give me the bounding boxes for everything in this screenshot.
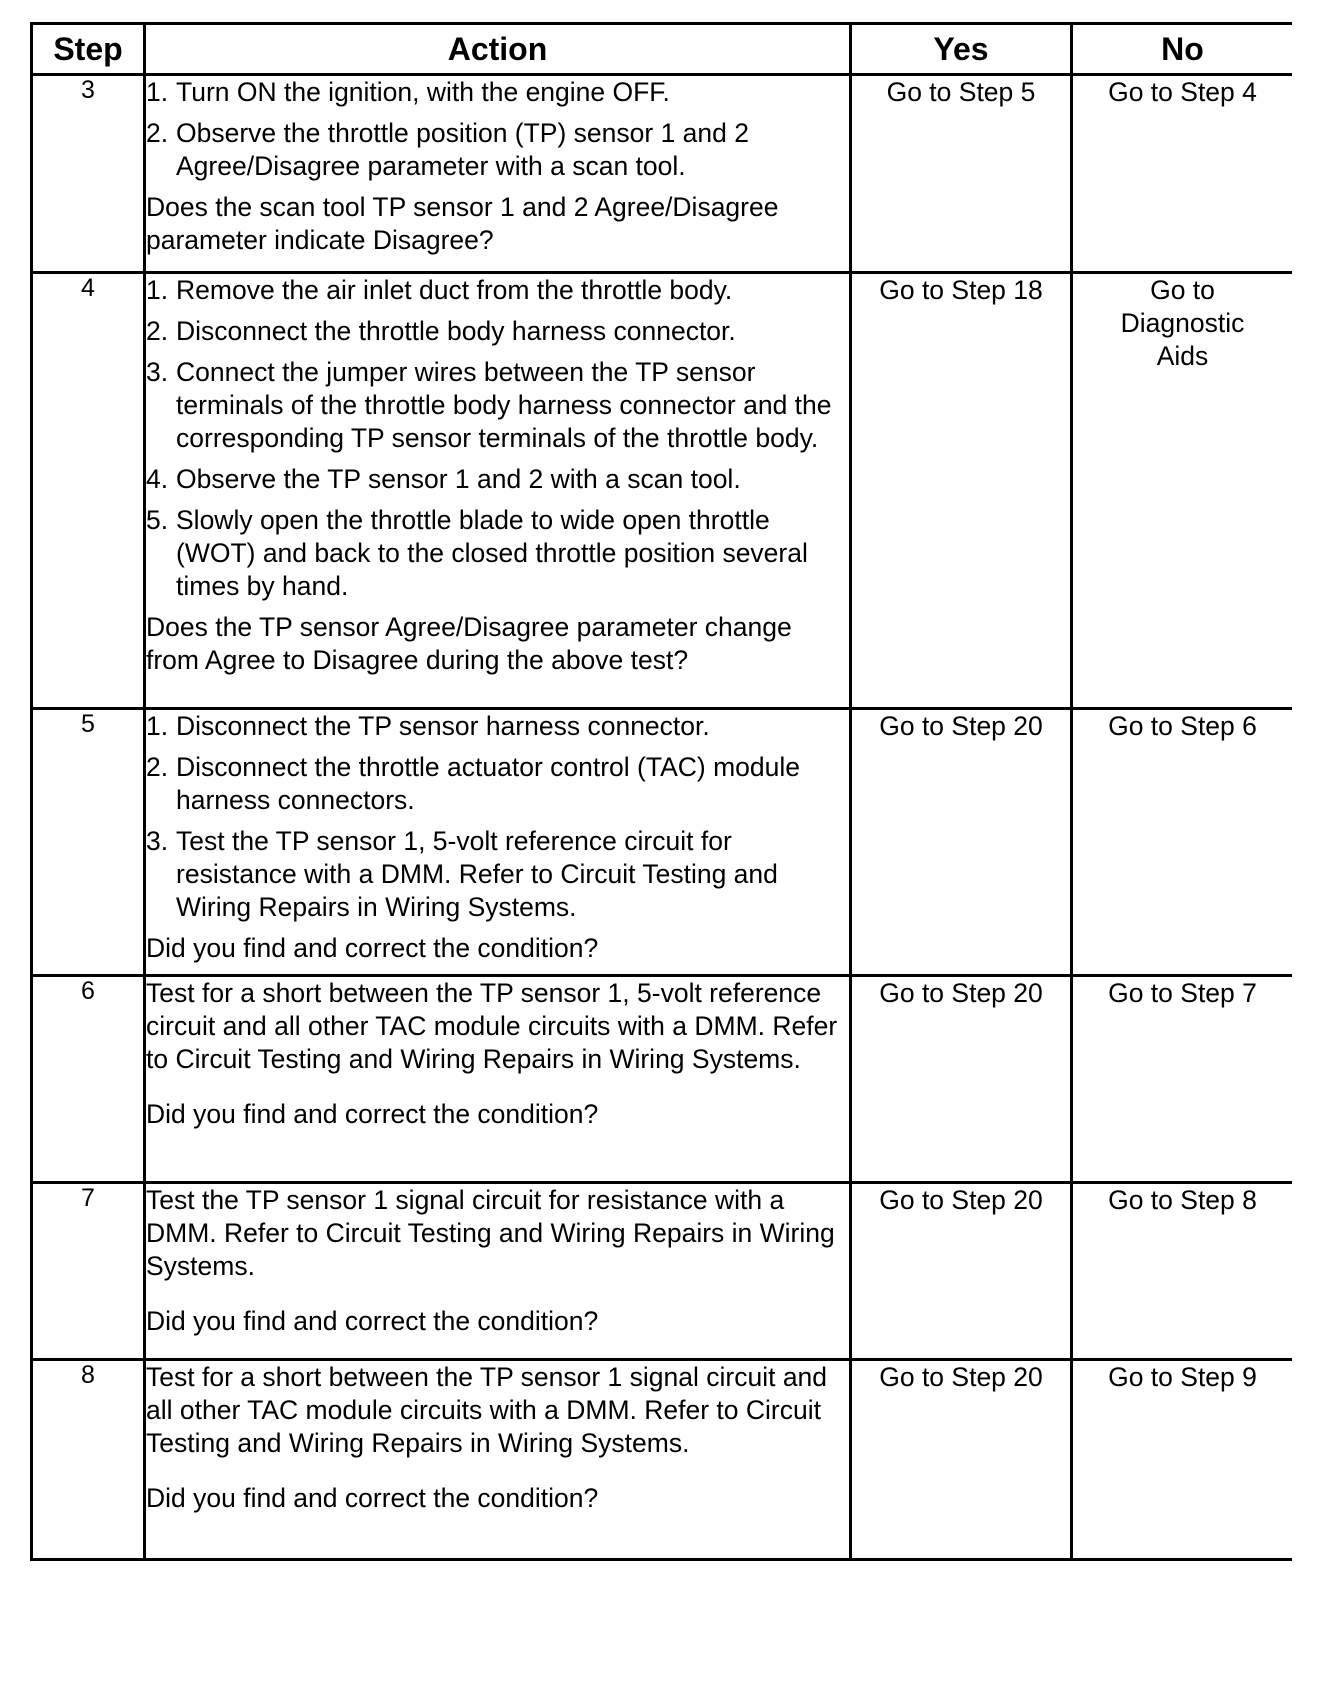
diagnostic-table (30, 22, 1292, 1561)
yes-result: Go to Step 20 (851, 1183, 1072, 1360)
no-result: Go to Step 9 (1072, 1360, 1293, 1560)
instruction-number: 1. (146, 275, 169, 305)
header-yes: Yes (851, 24, 1072, 75)
table-row (32, 709, 1293, 976)
instruction-item (146, 751, 849, 817)
instruction-text: Observe the throttle position (TP) sensor 1 and 2 Agree/Disagree parameter with a scan tool. (176, 118, 749, 181)
instruction-number: 3. (146, 826, 169, 856)
instruction-number: 4. (146, 464, 169, 494)
step-number: 4 (32, 273, 145, 709)
action-paragraph: Test the TP sensor 1 signal circuit for resistance with a DMM. Refer to Circuit Testing and Wiring Repairs in Wiring Systems. (146, 1185, 835, 1281)
table-row (32, 1183, 1293, 1360)
step-number: 7 (32, 1183, 145, 1360)
yes-result: Go to Step 20 (851, 1360, 1072, 1560)
table-row (32, 75, 1293, 273)
action-question: Did you find and correct the condition? (146, 1099, 599, 1129)
header-step: Step (32, 24, 145, 75)
instruction-item (146, 76, 849, 109)
instruction-item (146, 356, 849, 455)
instruction-text: Remove the air inlet duct from the throttle body. (176, 275, 733, 305)
document-page (30, 22, 1292, 1690)
yes-result: Go to Step 5 (851, 75, 1072, 273)
header-action: Action (145, 24, 851, 75)
table-row (32, 1360, 1293, 1560)
instruction-list (146, 76, 849, 183)
yes-result: Go to Step 20 (851, 709, 1072, 976)
instruction-text: Turn ON the ignition, with the engine OFF. (176, 77, 670, 107)
action-cell (145, 1183, 851, 1360)
action-question: Did you find and correct the condition? (146, 1483, 599, 1513)
instruction-item (146, 315, 849, 348)
action-cell (145, 273, 851, 709)
instruction-text: Disconnect the throttle body harness connector. (176, 316, 736, 346)
instruction-number: 2. (146, 316, 169, 346)
instruction-item (146, 825, 849, 924)
table-header-row (32, 24, 1293, 75)
action-question: Does the TP sensor Agree/Disagree parameter change from Agree to Disagree during the above test? (146, 612, 792, 675)
instruction-text: Disconnect the throttle actuator control (TAC) module harness connectors. (176, 752, 801, 815)
step-number: 3 (32, 75, 145, 273)
instruction-number: 1. (146, 711, 169, 741)
instruction-text: Slowly open the throttle blade to wide open throttle (WOT) and back to the closed throttle position several times by hand. (176, 505, 808, 601)
instruction-list (146, 710, 849, 924)
instruction-number: 1. (146, 77, 169, 107)
no-result: Go to Diagnostic Aids (1072, 273, 1293, 709)
action-cell (145, 709, 851, 976)
action-question: Did you find and correct the condition? (146, 933, 599, 963)
action-cell (145, 75, 851, 273)
no-result: Go to Step 4 (1072, 75, 1293, 273)
instruction-number: 3. (146, 357, 169, 387)
step-number: 5 (32, 709, 145, 976)
no-result: Go to Step 8 (1072, 1183, 1293, 1360)
instruction-item (146, 463, 849, 496)
table-row (32, 976, 1293, 1183)
instruction-item (146, 117, 849, 183)
instruction-text: Test the TP sensor 1, 5-volt reference circuit for resistance with a DMM. Refer to Circuit Testing and Wiring Repairs in Wiring Systems. (176, 826, 778, 922)
instruction-list (146, 274, 849, 603)
instruction-text: Observe the TP sensor 1 and 2 with a scan tool. (176, 464, 741, 494)
instruction-text: Connect the jumper wires between the TP sensor terminals of the throttle body harness connector and the corresponding TP sensor terminals of the throttle body. (176, 357, 832, 453)
instruction-number: 2. (146, 118, 169, 148)
yes-result: Go to Step 18 (851, 273, 1072, 709)
table-row (32, 273, 1293, 709)
action-cell (145, 976, 851, 1183)
action-paragraph: Test for a short between the TP sensor 1 signal circuit and all other TAC module circuits with a DMM. Refer to Circuit Testing and Wiring Repairs in Wiring Systems. (146, 1362, 828, 1458)
no-result: Go to Step 6 (1072, 709, 1293, 976)
no-result: Go to Step 7 (1072, 976, 1293, 1183)
header-no: No (1072, 24, 1293, 75)
instruction-text: Disconnect the TP sensor harness connector. (176, 711, 710, 741)
instruction-item (146, 504, 849, 603)
action-question: Does the scan tool TP sensor 1 and 2 Agree/Disagree parameter indicate Disagree? (146, 192, 779, 255)
instruction-item (146, 274, 849, 307)
yes-result: Go to Step 20 (851, 976, 1072, 1183)
step-number: 6 (32, 976, 145, 1183)
instruction-number: 2. (146, 752, 169, 782)
instruction-item (146, 710, 849, 743)
step-number: 8 (32, 1360, 145, 1560)
action-question: Did you find and correct the condition? (146, 1306, 599, 1336)
table-body (32, 75, 1293, 1560)
action-cell (145, 1360, 851, 1560)
action-paragraph: Test for a short between the TP sensor 1, 5-volt reference circuit and all other TAC module circuits with a DMM. Refer to Circuit Testing and Wiring Repairs in Wiring Systems. (146, 978, 838, 1074)
instruction-number: 5. (146, 505, 169, 535)
